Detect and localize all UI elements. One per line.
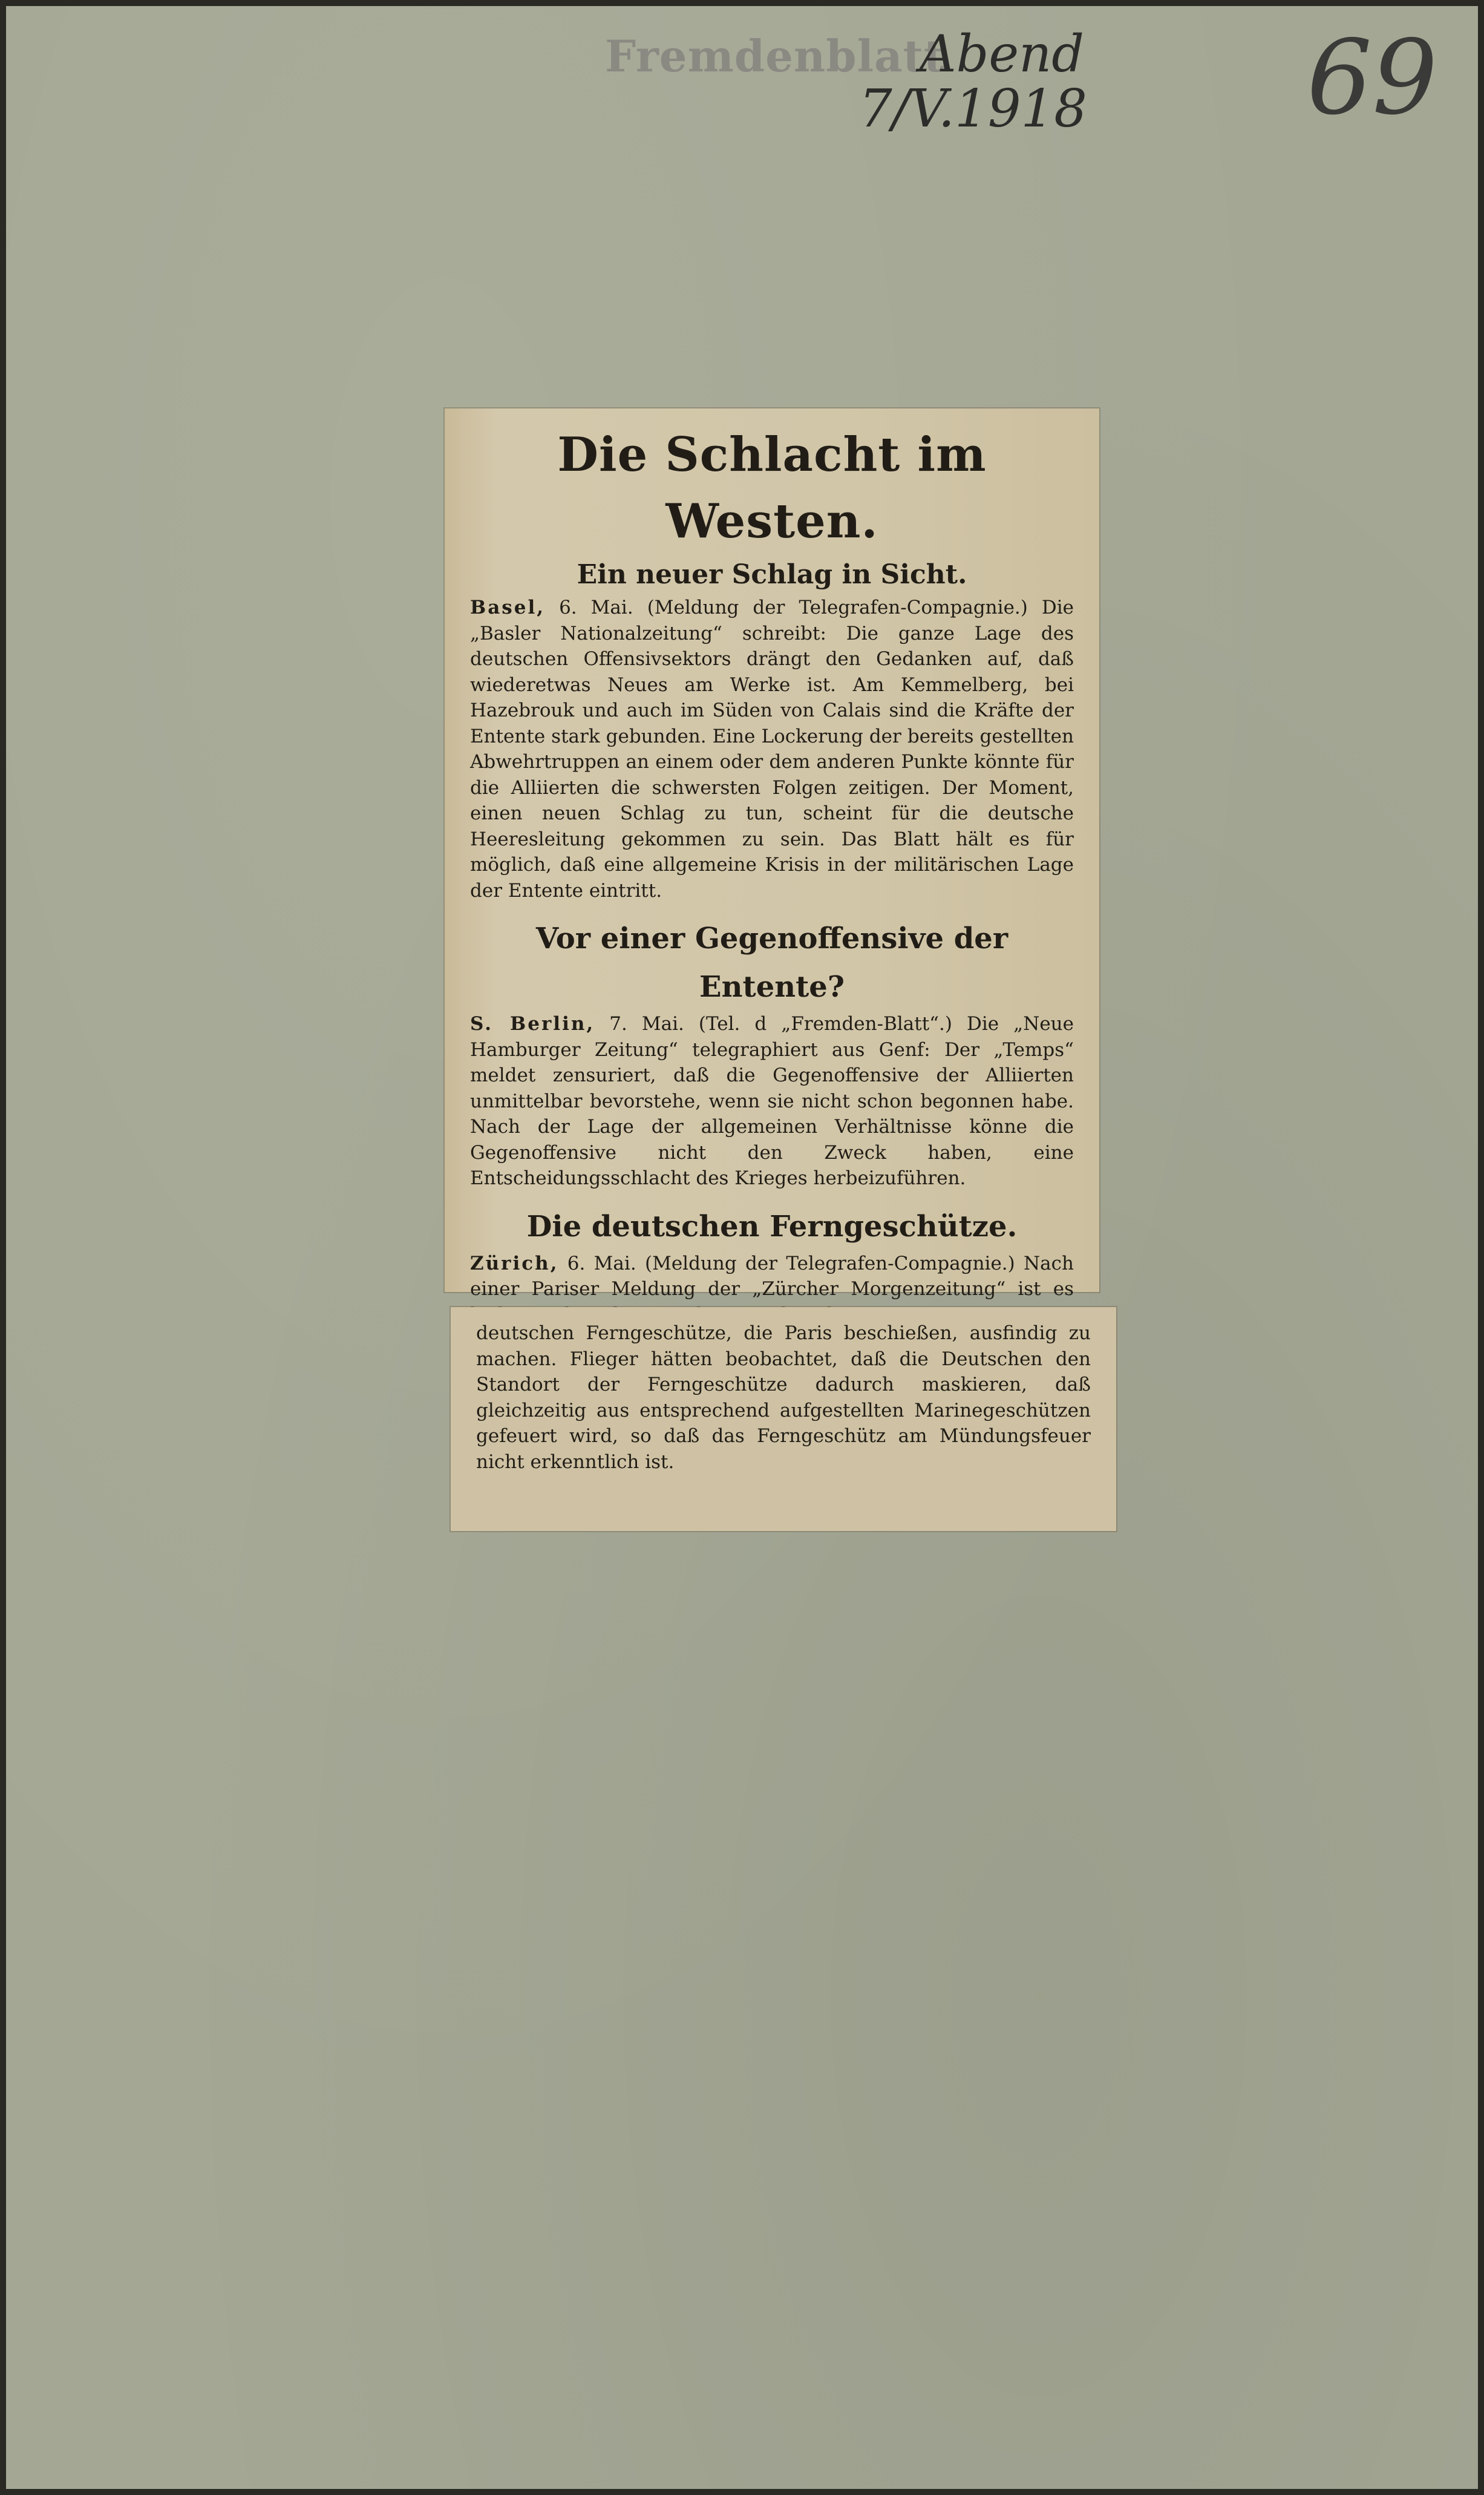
dateline-place-3: Zürich, [470, 1252, 559, 1274]
section-title-2: Vor einer Gegenoffensive der Entente? [535, 922, 1008, 1004]
section-title-3: Die deutschen Ferngeschütze. [526, 1209, 1018, 1244]
section-continuation-3: deutschen Ferngeschütze, die Paris beschießen, ausfindig zu machen. Flieger hätten beobachtet, daß die Deutschen den Standort der Ferngeschütze dadurch maskieren, daß gleichzeitig aus entsprechend aufgestellten Marinegeschützen gefeuert wird, so daß das Ferngeschütz am Mündungsfeuer nicht erkenntlich ist. [476, 1322, 1091, 1473]
section-body-2 [470, 1011, 1074, 1192]
clipping-upper [445, 408, 1099, 1300]
clipping-lower [451, 1307, 1116, 1531]
folio-number: 69 [1307, 18, 1438, 138]
section-body-1 [470, 595, 1074, 903]
section-text-2: 7. Mai. (Tel. d „Fremden-Blatt“.) Die „Neue Hamburger Zeitung“ telegraphiert aus Genf: Der „Temps“ meldet zensuriert, daß die Gegenoffensive der Alliierten unmittelbar bevorstehe, wenn sie nicht schon begonnen habe. Nach der Lage der allgemeinen Verhältnisse könne die Gegenoffensive nicht den Zweck haben, eine Entscheidungsschlacht des Krieges herbeizuführen. [470, 1013, 1074, 1189]
handwritten-edition: Abend [920, 24, 1085, 84]
section-text-3: 6. Mai. (Meldung der Telegrafen-Compagnie.) Nach einer Pariser Meldung der „Zürcher Morgenzeitung“ ist es [470, 1252, 1074, 1300]
newspaper-stamp: Fremdenblatt [605, 30, 945, 82]
dateline-place-2: S. Berlin, [470, 1013, 595, 1035]
section-title-1: Ein neuer Schlag in Sicht. [577, 559, 967, 590]
dateline-place-1: Basel, [470, 597, 546, 618]
article-headline: Die Schlacht im Westen. [557, 427, 987, 549]
handwritten-date: 7/V.1918 [859, 79, 1087, 139]
section-text-1: 6. Mai. (Meldung der Telegrafen-Compagnie.) Die „Basler Nationalzeitung“ schreibt: Die ganze Lage des deutschen Offensivsektors drängt den Gedanken auf, daß wiederetwas Neues am Werke ist. Am Kemmelberg, bei Hazebrouk und auch im Süden von Calais sind die Kräfte der Entente stark gebunden. Eine Lockerung der bereits gestellten Abwehrtruppen an einem oder dem anderen Punkte könnte für die Alliierten die schwersten Folgen zeitigen. Der Moment, einen neuen Schlag zu tun, scheint für die deutsche Heeresleitung gekommen zu sein. Das Blatt hält es für möglich, daß eine allgemeine Krisis in der militärischen Lage der Entente eintritt. [470, 597, 1074, 902]
